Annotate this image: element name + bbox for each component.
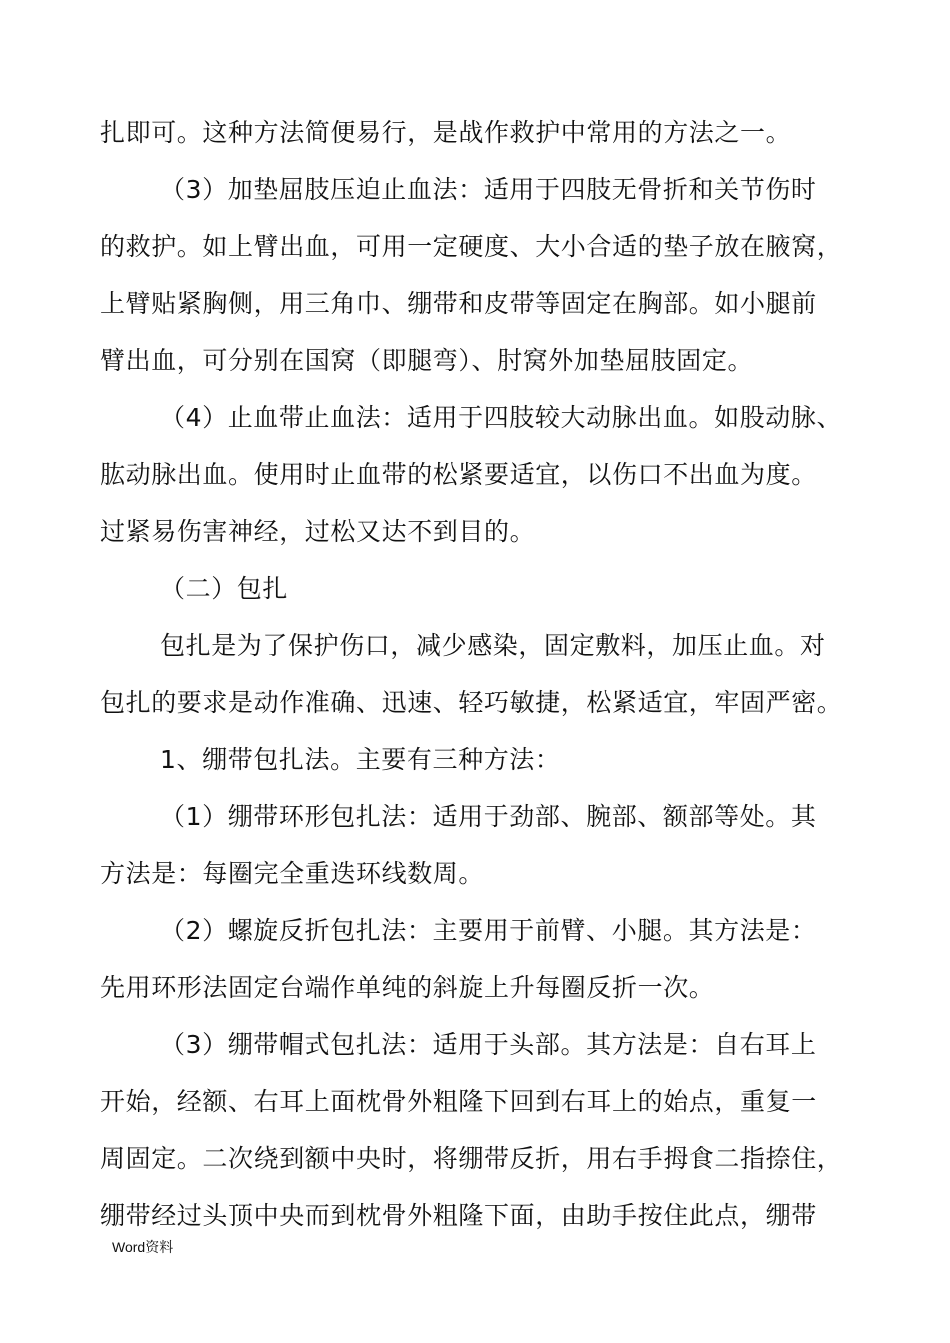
text-line-1: 扎即可。这种方法简便易行，是战作救护中常用的方法之一。: [100, 118, 792, 147]
page-footer: Word资料: [112, 1239, 174, 1255]
text-line-11: 包扎的要求是动作准确、迅速、轻巧敏捷，松紧适宜，牢固严密。: [100, 688, 843, 717]
text-line-7: 肱动脉出血。使用时止血带的松紧要适宜，以伤口不出血为度。: [100, 460, 817, 489]
text-line-14: 方法是：每圈完全重迭环线数周。: [100, 859, 485, 888]
text-line-12: 1、绷带包扎法。主要有三种方法：: [160, 745, 561, 774]
section-heading: （二）包扎: [160, 574, 289, 603]
text-line-2: （3）加垫屈肢压迫止血法：适用于四肢无骨折和关节伤时: [160, 175, 817, 204]
text-line-20: 绷带经过头顶中央而到枕骨外粗隆下面，由助手按住此点，绷带: [100, 1201, 817, 1230]
text-line-4: 上臂贴紧胸侧，用三角巾、绷带和皮带等固定在胸部。如小腿前: [100, 289, 817, 318]
text-line-6: （4）止血带止血法：适用于四肢较大动脉出血。如股动脉、: [160, 403, 843, 432]
text-line-5: 臂出血，可分别在国窝（即腿弯）、肘窝外加垫屈肢固定。: [100, 346, 754, 375]
text-line-17: （3）绷带帽式包扎法：适用于头部。其方法是：自右耳上: [160, 1030, 817, 1059]
text-line-13: （1）绷带环形包扎法：适用于劲部、腕部、额部等处。其: [160, 802, 817, 831]
text-line-3: 的救护。如上臂出血，可用一定硬度、大小合适的垫子放在腋窝，: [100, 232, 843, 261]
text-line-8: 过紧易伤害神经，过松又达不到目的。: [100, 517, 536, 546]
text-line-10: 包扎是为了保护伤口，减少感染，固定敷料，加压止血。对: [160, 631, 826, 660]
text-line-16: 先用环形法固定台端作单纯的斜旋上升每圈反折一次。: [100, 973, 715, 1002]
text-line-15: （2）螺旋反折包扎法：主要用于前臂、小腿。其方法是：: [160, 916, 817, 945]
text-line-19: 周固定。二次绕到额中央时，将绷带反折，用右手拇食二指捺住，: [100, 1144, 843, 1173]
text-line-18: 开始，经额、右耳上面枕骨外粗隆下回到右耳上的始点，重复一: [100, 1087, 817, 1116]
